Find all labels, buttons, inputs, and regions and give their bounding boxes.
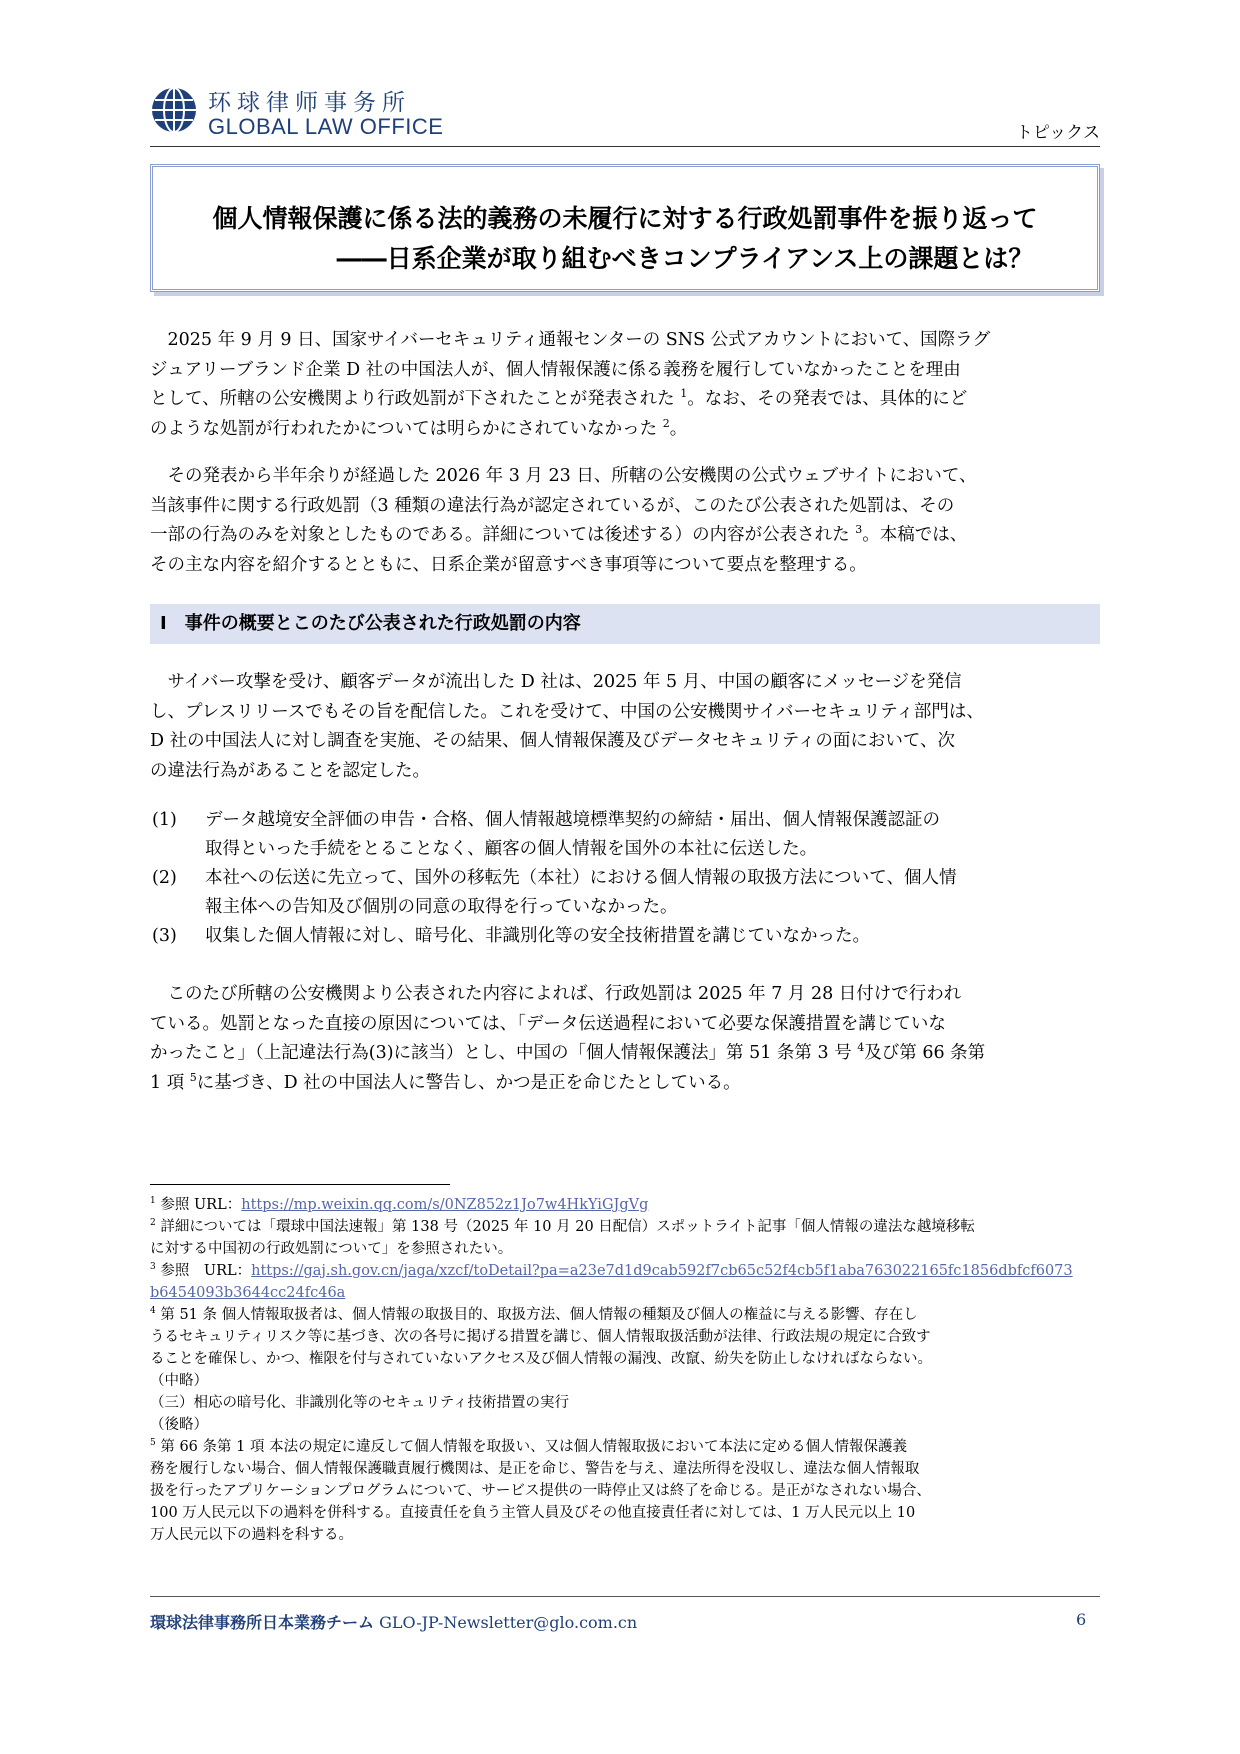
page-footer (150, 1610, 637, 1633)
firm-logo (150, 82, 450, 142)
footnote-3-link-cont[interactable]: b6454093b3644cc24fc46a (150, 1285, 346, 1301)
footnote-3: $^3$ 参照 URL：https://gaj.sh.gov.cn/jaga/xzcf/toDetail?pa=a23e7d1d9cab592f7cb65c52f4cb5f1aba763022165fc1856dbfcf6073 (150, 1262, 1073, 1279)
footnote-ref-3[interactable]: 3 (855, 523, 863, 537)
footnote-4: $^4$ 第 51 条 個人情報取扱者は、個人情報の取扱目的、取扱方法、個人情報の種類及び個人の権益に与える影響、存在し (150, 1306, 918, 1323)
footer-team: 環球法律事務所日本業務チーム (150, 1613, 375, 1632)
footnote-2: $^2$ 詳細については「環球中国法速報」第 138 号（2025 年 10 月 20 日配信）スポットライト記事「個人情報の違法な越境移転 (150, 1218, 975, 1235)
page-number: 6 (1076, 1610, 1087, 1629)
footer-email[interactable]: GLO-JP-Newsletter@glo.com.cn (379, 1613, 638, 1632)
footnote-ref-4[interactable]: 4 (857, 1041, 865, 1055)
footnote-ref-5[interactable]: 5 (189, 1070, 197, 1084)
footnote-1: $^1$ 参照 URL：https://mp.weixin.qq.com/s/0NZ852z1Jo7w4HkYiGJgVg (150, 1196, 649, 1213)
section-paragraph-1: サイバー攻撃を受け、顧客データが流出した D 社は、2025 年 5 月、中国の顧客にメッセージを発信 し、プレスリリースでもその旨を配信した。これを受けて、中国の公安機関サイバーセキュリティ部門は、 D 社の中国法人に対し調査を実施、その結果、個人情報保護及びデータセキュリティの面において、次 の違法行為があることを認定した。 (150, 672, 984, 781)
violations-list (150, 806, 1100, 951)
intro-paragraph-2: その発表から半年余りが経過した 2026 年 3 月 23 日、所轄の公安機関の公式ウェブサイトにおいて、 当該事件に関する行政処罰（3 種類の違法行為が認定されているが、このたび公表された処罰は、その 一部の行為のみを対象としたものである。詳細については後述する）の内容が公表された $^3$。本稿では、 その主な内容を紹介するとともに、日系企業が留意すべき事項等について要点を整理する。 (150, 466, 977, 575)
article-subtitle: ――日系企業が取り組むべきコンプライアンス上の課題とは？ (336, 244, 1034, 273)
footnote-3-link[interactable]: https://gaj.sh.gov.cn/jaga/xzcf/toDetail?pa=a23e7d1d9cab592f7cb65c52f4cb5f1aba763022165fc1856dbfcf6073 (251, 1263, 1073, 1279)
footer-divider (150, 1596, 1100, 1597)
section-label: トピックス (1015, 123, 1100, 143)
logo-english-name: GLOBAL LAW OFFICE (208, 114, 444, 139)
page-header (150, 82, 1100, 146)
header-divider (150, 146, 1100, 147)
logo-chinese-name: 环球律师事务所 (208, 90, 411, 116)
footnotes: $^1$ 参照 URL：https://mp.weixin.qq.com/s/0NZ852z1Jo7w4HkYiGJgVg $^2$ 詳細については「環球中国法速報」第 138 号（2025 年 10 月 20 日配信）スポットライト記事「個人情報の違法な越境移転 に対する中国初の行政処罰について」を参照されたい。 $^3$ 参照 URL：https://gaj.sh.gov.cn/jaga/xzcf/toDetail?pa=a23e7d1d9cab592f7cb65c52f4cb5f1aba763022165fc1856dbfcf6073 b6454093b3644cc24fc46a $^4$ 第 51 条 個人情報取扱者は、個人情報の取扱目的、取扱方法、個人情報の種類及び個人の権益に与える影響、存在し うるセキュリティリスク等に基づき、次の各号に掲げる措置を講じ、個人情報取扱活動が法律、行政法規の規定に合致す ることを確保し、かつ、権限を付与されていないアクセス及び個人情報の漏洩、改竄、紛失を防止しなければならない。 （中略） （三）相応の暗号化、非識別化等のセキュリティ技術措置の実行 （後略） $^5$ 第 66 条第 1 項 本法の規定に違反して個人情報を取扱い、又は個人情報取扱において本法に定める個人情報保護義 務を履行しない場合、個人情報保護職責履行機関は、是正を命じ、警告を与え、違法所得を没収し、違法な個人情報取 扱を行ったアプリケーションプログラムについて、サービス提供の一時停止又は終了を命じる。是正がなされない場合、 100 万人民元以下の過料を併科する。直接責任を負う主管人員及びその他直接責任者に対しては、1 万人民元以上 10 万人民元以下の過料を科する。 (150, 1194, 1100, 1546)
article-title: 個人情報保護に係る法的義務の未履行に対する行政処罰事件を振り返って (212, 204, 1038, 233)
article-title-box (150, 164, 1100, 292)
list-item: (2) 本社への伝送に先立って、国外の移転先（本社）における個人情報の取扱方法について、個人情 報主体への告知及び個別の同意の取得を行っていなかった。 (152, 868, 957, 917)
footnote-divider (150, 1184, 450, 1185)
footnote-ref-1[interactable]: 1 (680, 387, 688, 401)
footnote-1-link[interactable]: https://mp.weixin.qq.com/s/0NZ852z1Jo7w4HkYiGJgVg (241, 1197, 649, 1213)
section-heading-1: I 事件の概要とこのたび公表された行政処罰の内容 (150, 604, 1100, 644)
intro-paragraph-1: 2025 年 9 月 9 日、国家サイバーセキュリティ通報センターの SNS 公式アカウントにおいて、国際ラグ ジュアリーブランド企業 D 社の中国法人が、個人情報保護に係る義務を履行していなかったことを理由 として、所轄の公安機関より行政処罰が下されたことが発表された $^1$。なお、その発表では、具体的にど のような処罰が行われたかについては明らかにされていなかった $^2$。 (150, 330, 991, 439)
list-item: (3) 収集した個人情報に対し、暗号化、非識別化等の安全技術措置を講じていなかった。 (152, 926, 870, 946)
section-paragraph-2: このたび所轄の公安機関より公表された内容によれば、行政処罰は 2025 年 7 月 28 日付けで行われ ている。処罰となった直接の原因については、「データ伝送過程において必要な保護措置を講じていな かったこと」（上記違法行為(3)に該当）とし、中国の「個人情報保護法」第 51 条第 3 号 $^4$及び第 66 条第 1 項 $^5$に基づき、D 社の中国法人に警告し、かつ是正を命じたとしている。 (150, 984, 986, 1093)
footnote-ref-2[interactable]: 2 (662, 416, 670, 430)
list-item: (1) データ越境安全評価の申告・合格、個人情報越境標準契約の締結・届出、個人情報保護認証の 取得といった手続をとることなく、顧客の個人情報を国外の本社に伝送した。 (152, 810, 940, 859)
globe-icon (150, 86, 198, 134)
footnote-5: $^5$ 第 66 条第 1 項 本法の規定に違反して個人情報を取扱い、又は個人情報取扱において本法に定める個人情報保護義 (150, 1438, 908, 1455)
